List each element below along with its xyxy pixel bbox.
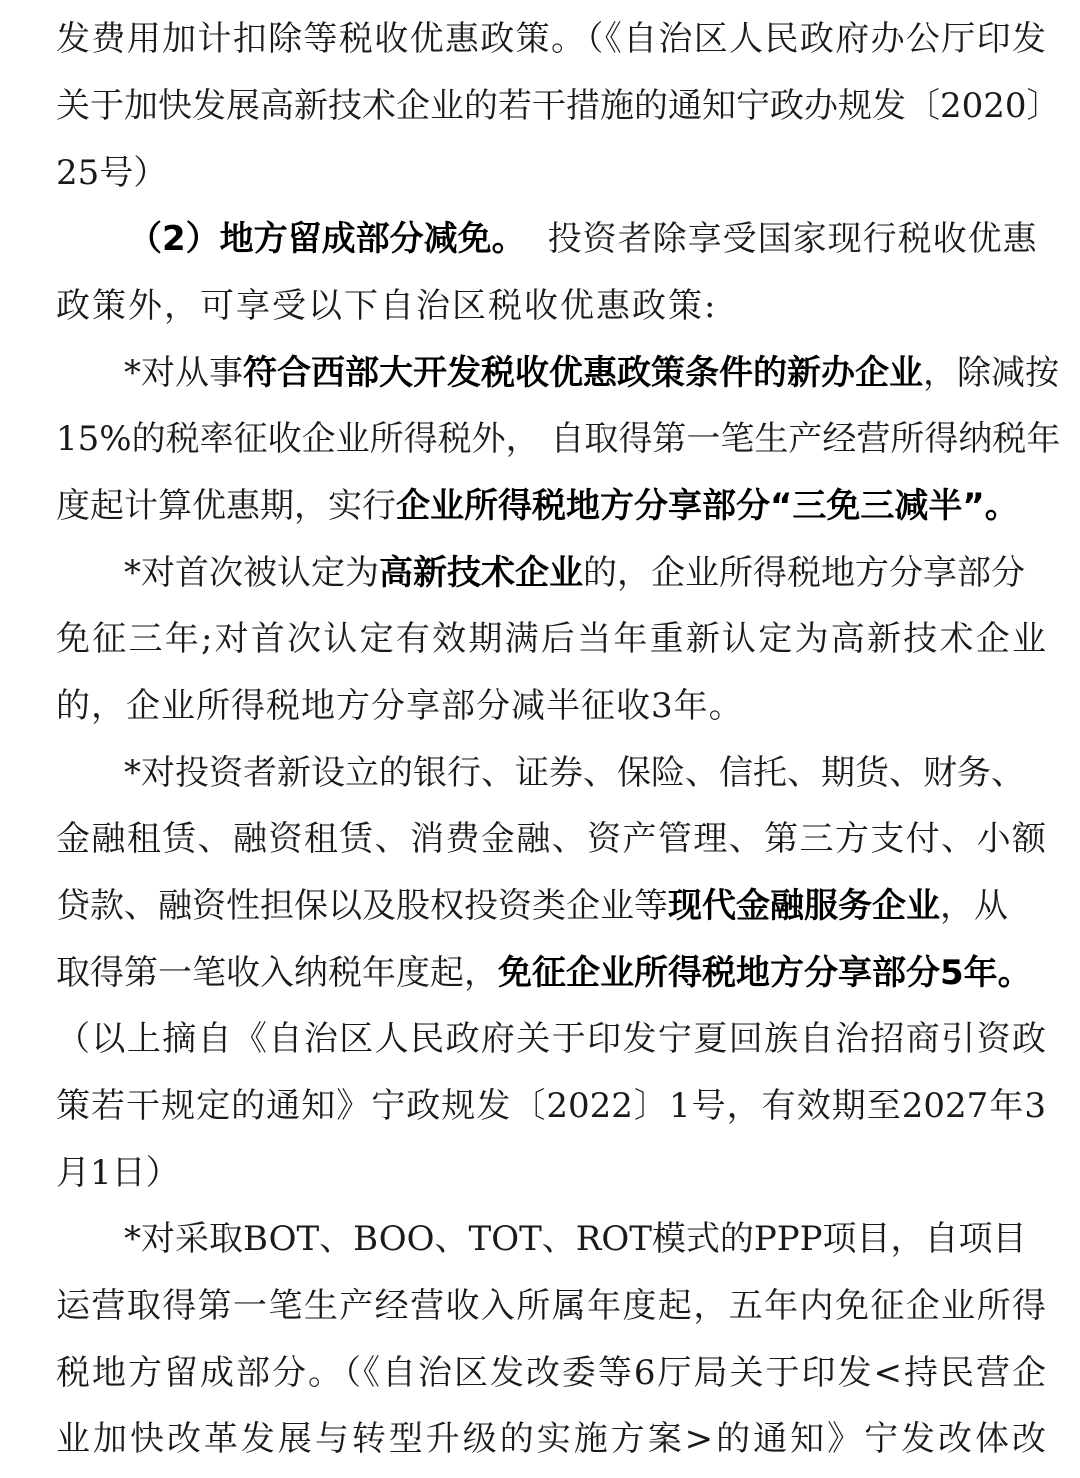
text-run: *对采取BOT、BOO、TOT、ROT模式的PPP项目，自项目 <box>124 1219 1027 1259</box>
text-line <box>124 749 1046 797</box>
text-run: 投资者除享受国家现行税收优惠 <box>547 219 1038 259</box>
text-line <box>124 549 1046 597</box>
text-run: 贷款、融资性担保以及股权投资类企业等 <box>56 886 668 926</box>
text-run: 15%的税率征收企业所得税外， 自取得第一笔生产经营所得纳税年 <box>56 419 1061 459</box>
text-line <box>56 1082 1046 1130</box>
text-line <box>56 682 1046 730</box>
text-line <box>56 1015 1046 1063</box>
text-line <box>56 949 1046 997</box>
section-heading: （2）地方留成部分减免。 <box>128 219 526 259</box>
text-run: *对从事 <box>124 353 243 393</box>
text-line <box>56 482 1046 530</box>
text-line <box>56 815 1046 863</box>
text-run: 关于加快发展高新技术企业的若干措施的通知宁政办规发〔2020〕 <box>56 86 1061 126</box>
text-run: ，除减按 <box>923 353 1059 393</box>
text-line <box>56 615 1046 663</box>
bold-text-run: 免征企业所得税地方分享部分5年。 <box>498 953 1032 993</box>
text-line <box>56 415 1061 463</box>
text-run: *对投资者新设立的银行、证券、保险、信托、期货、财务、 <box>124 753 1025 793</box>
text-line <box>56 1415 1046 1463</box>
text-line <box>56 82 1061 130</box>
text-run: 25号） <box>56 153 168 193</box>
text-run: 运营取得第一笔生产经营收入所属年度起，五年内免征企业所得 <box>56 1286 1046 1326</box>
text-run: 度起计算优惠期，实行 <box>56 486 396 526</box>
text-run: 业加快改革发展与转型升级的实施方案>的通知》宁发改体改 <box>56 1419 1046 1459</box>
text-line <box>56 1149 1046 1197</box>
text-run: 取得第一笔收入纳税年度起， <box>56 953 498 993</box>
text-run: *对首次被认定为 <box>124 553 379 593</box>
text-line <box>124 349 1059 397</box>
text-line <box>56 15 1046 63</box>
text-line <box>124 1215 1046 1263</box>
text-run: 发费用加计扣除等税收优惠政策。（《自治区人民政府办公厅印发 <box>56 19 1046 59</box>
text-run: 月1日） <box>56 1153 180 1193</box>
text-run: 税地方留成部分。（《自治区发改委等6厅局关于印发<持民营企 <box>56 1353 1046 1393</box>
text-line <box>56 149 1046 197</box>
text-run: ，从 <box>940 886 1008 926</box>
text-run: 免征三年;对首次认定有效期满后当年重新认定为高新技术企业 <box>56 619 1046 659</box>
text-run: 政策外，可享受以下自治区税收优惠政策: <box>56 286 718 326</box>
text-run: 的，企业所得税地方分享部分减半征收3年。 <box>56 686 744 726</box>
bold-text-run: 企业所得税地方分享部分“三免三减半”。 <box>396 486 1019 526</box>
bold-text-run: 符合西部大开发税收优惠政策条件的新办企业 <box>243 353 923 393</box>
text-run: 金融租赁、融资租赁、消费金融、资产管理、第三方支付、小额 <box>56 819 1046 859</box>
text-run: 的，企业所得税地方分享部分 <box>583 553 1025 593</box>
text-run: 策若干规定的通知》宁政规发〔2022〕1号，有效期至2027年3 <box>56 1086 1046 1126</box>
text-run: （以上摘自《自治区人民政府关于印发宁夏回族自治招商引资政 <box>56 1019 1046 1059</box>
bold-text-run: 现代金融服务企业 <box>668 886 940 926</box>
text-line <box>56 1349 1046 1397</box>
text-line <box>56 282 1046 330</box>
text-line <box>128 215 1046 263</box>
text-line <box>56 1282 1046 1330</box>
text-line <box>56 882 1046 930</box>
bold-text-run: 高新技术企业 <box>379 553 583 593</box>
